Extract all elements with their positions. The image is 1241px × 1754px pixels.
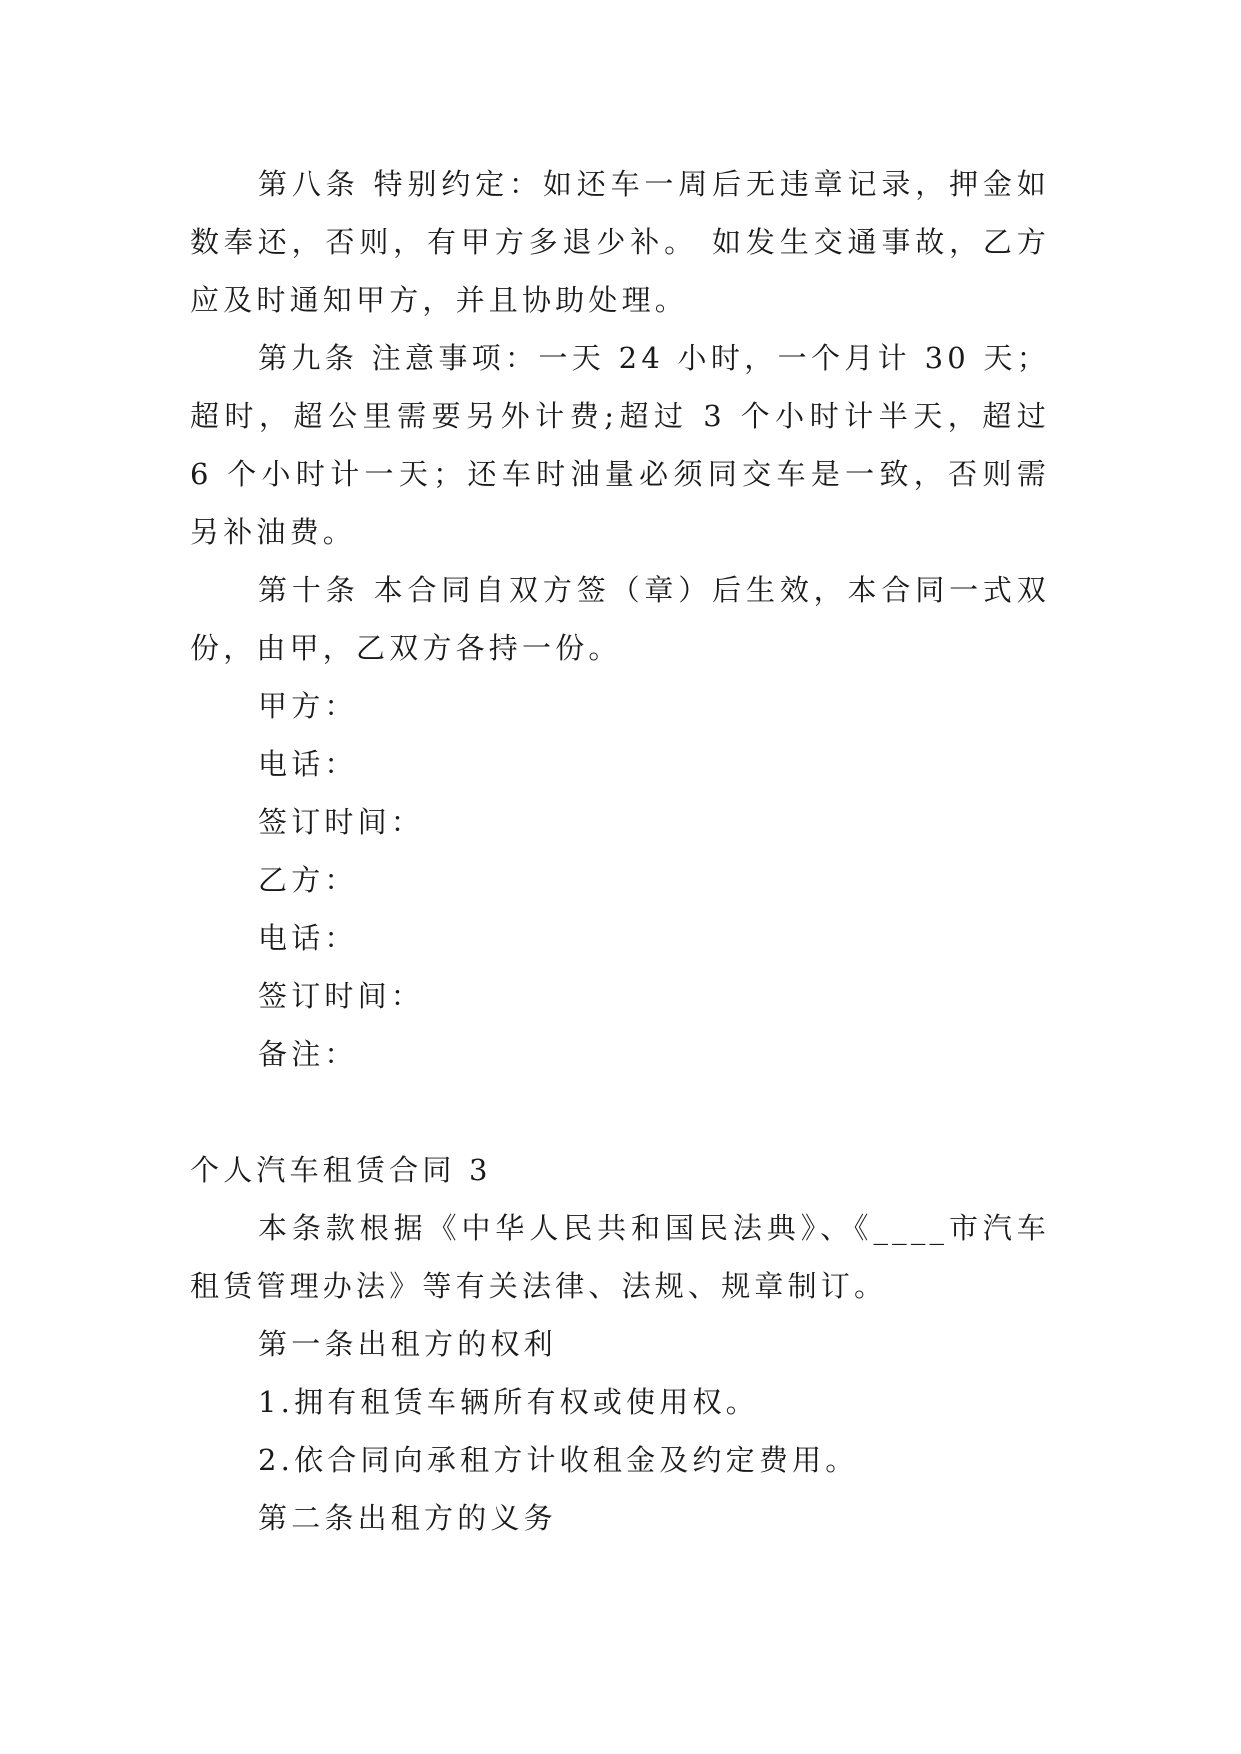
party-b-label: 乙方： bbox=[258, 863, 358, 897]
article-8: 第八条 特别约定：如还车一周后无违章记录，押金如数奉还，否则，有甲方多退少补。 如发生交通事故，乙方应及时通知甲方，并且协助处理。 bbox=[190, 167, 1050, 317]
article-9: 第九条 注意事项：一天 24 小时，一个月计 30 天；超时，超公里需要另外计费;超过 3 个小时计半天，超过 6 个小时计一天；还车时油量必须同交车是一致，否则需另补油费。 bbox=[190, 341, 1050, 549]
sign-time-a-label: 签订时间： bbox=[258, 805, 425, 839]
contract-title: 个人汽车租赁合同 3 bbox=[190, 1153, 492, 1187]
phone-a-label: 电话： bbox=[258, 747, 358, 781]
list-item-1: 1.拥有租赁车辆所有权或使用权。 bbox=[258, 1385, 759, 1419]
party-a-label: 甲方： bbox=[258, 689, 358, 723]
article-10: 第十条 本合同自双方签（章）后生效，本合同一式双份，由甲，乙双方各持一份。 bbox=[190, 573, 1050, 665]
remarks-label: 备注： bbox=[258, 1037, 358, 1071]
article-2-heading: 第二条出租方的义务 bbox=[258, 1501, 557, 1535]
phone-b-label: 电话： bbox=[258, 921, 358, 955]
article-1-heading: 第一条出租方的权利 bbox=[258, 1327, 557, 1361]
preamble: 本条款根据《中华人民共和国民法典》、《____市汽车租赁管理办法》等有关法律、法规、规章制订。 bbox=[190, 1211, 1050, 1303]
document-page bbox=[190, 155, 1050, 1547]
sign-time-b-label: 签订时间： bbox=[258, 979, 425, 1013]
list-item-2: 2.依合同向承租方计收租金及约定费用。 bbox=[258, 1443, 859, 1477]
